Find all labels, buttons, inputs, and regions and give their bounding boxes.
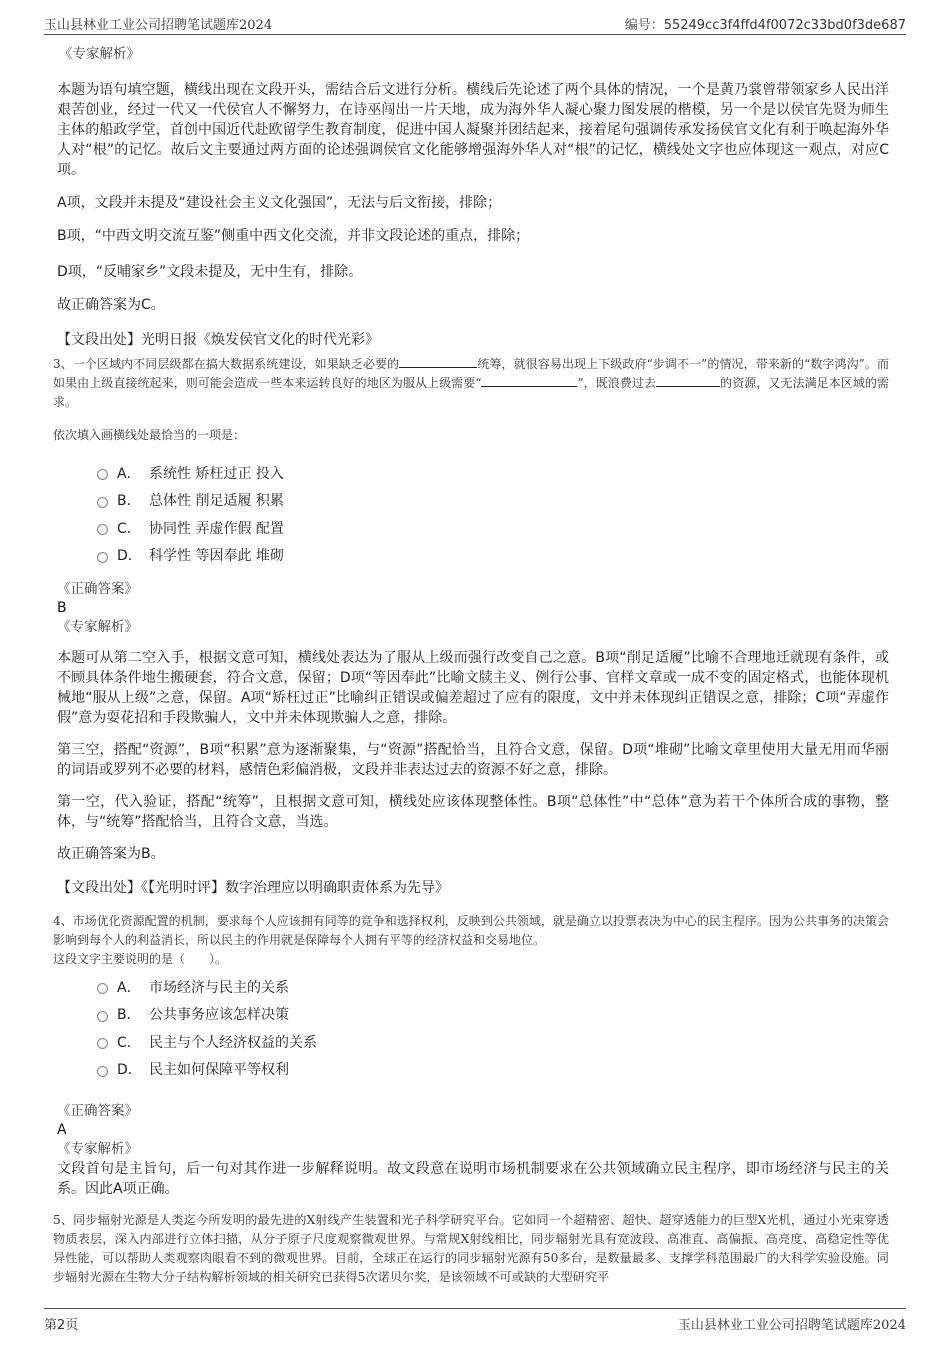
q2-conclusion: 故正确答案为C。 bbox=[57, 297, 165, 313]
q4-options bbox=[97, 973, 889, 1083]
radio-button-icon[interactable] bbox=[97, 524, 108, 535]
option-letter: B． bbox=[117, 493, 141, 510]
q3-blank-2 bbox=[481, 374, 577, 387]
option-text: 市场经济与民主的关系 bbox=[149, 979, 289, 996]
q3-answer: B bbox=[57, 600, 67, 616]
q3-source: 【文段出处】《【光明时评】数字治理应以明确职责体系为先导》 bbox=[57, 880, 449, 896]
radio-button-icon[interactable] bbox=[97, 469, 108, 480]
q4-question-text: 4、市场优化资源配置的机制，要求每个人应该拥有同等的竞争和选择权利，反映到公共领域，就是确立以投票表决为中心的民主程序。因为公共事务的决策会影响到每个人的利益消长，所以民主的作用就是保障每个人拥有平等的经济权益和交易地位。 bbox=[53, 914, 889, 947]
radio-button-icon[interactable] bbox=[97, 552, 108, 563]
q4-option-b[interactable] bbox=[97, 1001, 889, 1029]
q5-question-text: 5、同步辐射光源是人类迄今所发明的最先进的X射线产生装置和光子科学研究平台。它如同一个超精密、超快、超穿透能力的巨型X光机，通过小光束穿透物质表层，深入内部进行立体扫描，从分子原子尺度观察微观世界。与常规X射线相比，同步辐射光具有宽波段、高准直、高偏振、高亮度、高稳定性等优异性能，可以帮助人类观察肉眼看不到的微观世界。目前，全球正在运行的同步辐射光源有50多台，是数量最多、支撑学科范围最广的大科学实验设施。同步辐射光源在生物大分子结构解析领域的相关研究已获得5次诺贝尔奖，是该领域不可或缺的大型研究平 bbox=[53, 1213, 889, 1284]
q2-option-a-analysis: A项，文段并未提及“建设社会主义文化强国”，无法与后文衔接，排除； bbox=[57, 195, 502, 211]
option-text: 民主如何保障平等权利 bbox=[149, 1062, 289, 1079]
radio-button-icon[interactable] bbox=[97, 1066, 108, 1077]
q3-blank-1 bbox=[399, 355, 477, 368]
page-header bbox=[44, 10, 906, 35]
q4-expert-label: 《专家解析》 bbox=[57, 1141, 138, 1157]
option-text: 协同性 弄虚作假 配置 bbox=[149, 520, 284, 537]
q3-question-text bbox=[53, 355, 889, 412]
q2-expert-label: 《专家解析》 bbox=[59, 46, 140, 62]
q3-analysis-3: 第一空，代入验证，搭配“统筹”，且根据文意可知，横线处应该体现整体性。B项“总体性”中“总体”意为若干个体所合成的事物，整体，与“统筹”搭配恰当，且符合文意，当选。 bbox=[57, 794, 889, 830]
page-number: 第2页 bbox=[44, 1318, 79, 1333]
radio-button-icon[interactable] bbox=[97, 1011, 108, 1022]
q3-option-b[interactable] bbox=[97, 487, 889, 515]
q3-analysis-1: 本题可从第二空入手，根据文意可知，横线处表达为了服从上级而强行改变自己之意。B项“削足适履”比喻不合理地迁就现有条件，或不顾具体条件地生搬硬套，符合文意，保留；D项“等因奉此”比喻文牍主义、例行公事、官样文章或一成不变的固定格式，也能体现机械地“服从上级”之意，保留。A项“矫枉过正”比喻纠正错误或偏差超过了应有的限度，文中并未体现纠正错误之意，排除；C项“弄虚作假”意为耍花招和手段欺骗人，文中并未体现欺骗人之意，排除。 bbox=[57, 650, 889, 726]
q4-analysis: 文段首句是主旨句，后一句对其作进一步解释说明。故文段意在说明市场机制要求在公共领域确立民主程序，即市场经济与民主的关系。因此A项正确。 bbox=[57, 1161, 889, 1197]
q3-conclusion: 故正确答案为B。 bbox=[57, 846, 165, 862]
option-letter: D． bbox=[117, 1062, 142, 1079]
radio-button-icon[interactable] bbox=[97, 983, 108, 994]
option-letter: A． bbox=[117, 979, 141, 996]
q3-prompt: 依次填入画横线处最恰当的一项是： bbox=[53, 428, 246, 442]
option-text: 公共事务应该怎样决策 bbox=[149, 1007, 289, 1024]
option-text: 科学性 等因奉此 堆砌 bbox=[149, 548, 284, 565]
q3-text-part-4: ”，既浪费过去 bbox=[577, 376, 657, 390]
q4-answer: A bbox=[57, 1122, 67, 1138]
radio-button-icon[interactable] bbox=[97, 497, 108, 508]
option-letter: B． bbox=[117, 1007, 141, 1024]
option-text: 民主与个人经济权益的关系 bbox=[149, 1034, 317, 1051]
page-content bbox=[53, 44, 889, 1287]
q4-option-a[interactable] bbox=[97, 973, 889, 1001]
q3-option-d[interactable] bbox=[97, 542, 889, 570]
q2-option-d-analysis: D项，“反哺家乡”文段未提及，无中生有，排除。 bbox=[57, 264, 363, 280]
page-footer bbox=[44, 1308, 906, 1335]
option-letter: A． bbox=[117, 465, 141, 482]
radio-button-icon[interactable] bbox=[97, 1038, 108, 1049]
option-letter: D． bbox=[117, 548, 142, 565]
q3-blank-3 bbox=[656, 374, 720, 387]
q2-analysis: 本题为语句填空题，横线出现在文段开头，需结合后文进行分析。横线后先论述了两个具体的情况，一个是黄乃裳曾带领家乡人民出洋艰苦创业，经过一代又一代侯官人不懈努力，在诗巫闯出一片天地，成为海外华人凝心聚力图发展的楷模，另一个是以侯官先贤为师生主体的船政学堂，首创中国近代赴欧留学生教育制度，促进中国人凝聚并团结起来，接着尾句强调传承发扬侯官文化有利于唤起海外华人对“根”的记忆。故后文主要通过两方面的论述强调侯官文化能够增强海外华人对“根”的记忆，横线处文字也应体现这一观点，对应C项。 bbox=[57, 82, 889, 178]
q3-answer-label: 《正确答案》 bbox=[57, 581, 138, 597]
q3-text-part-2: 统筹，就很容易出现上下级政府“步调不一”的情况，带来新 bbox=[477, 357, 793, 371]
q3-option-c[interactable] bbox=[97, 514, 889, 542]
q3-text-part-1: 3、一个区域内不同层级都在搞大数据系统建设，如果缺乏必要的 bbox=[53, 357, 400, 371]
footer-title: 玉山县林业工业公司招聘笔试题库2024 bbox=[677, 1318, 906, 1333]
q2-source: 【文段出处】光明日报《焕发侯官文化的时代光彩》 bbox=[57, 332, 379, 348]
option-text: 系统性 矫枉过正 投入 bbox=[149, 465, 284, 482]
q3-text-part-3: 的“数字鸿沟”。而如果由上级直接统起来，则可能会造成一些本来运转良好的地区为服从上级需要“ bbox=[53, 357, 889, 390]
option-letter: C． bbox=[117, 1034, 141, 1051]
q3-text-part-5: 的资源，又无法满足本区域的需求。 bbox=[53, 376, 889, 409]
q3-analysis-2: 第三空，搭配“资源”，B项“积累”意为逐渐聚集，与“资源”搭配恰当，且符合文意，保留。D项“堆砌”比喻文章里使用大量无用而华丽的词语或罗列不必要的材料，感情色彩偏消极，文段并非表达过去的资源不好之意，排除。 bbox=[57, 742, 889, 778]
q4-question-prompt: 这段文字主要说明的是（ ）。 bbox=[53, 952, 228, 966]
option-letter: C． bbox=[117, 520, 141, 537]
header-title: 玉山县林业工业公司招聘笔试题库2024 bbox=[44, 18, 273, 33]
q4-option-c[interactable] bbox=[97, 1028, 889, 1056]
option-text: 总体性 削足适履 积累 bbox=[149, 493, 284, 510]
q3-option-a[interactable] bbox=[97, 459, 889, 487]
q4-answer-label: 《正确答案》 bbox=[57, 1103, 138, 1119]
header-document-id: 编号：55249cc3f4ffd4f0072c33bd0f3de687 bbox=[624, 18, 906, 33]
q2-option-b-analysis: B项，“中西文明交流互鉴”侧重中西文化交流，并非文段论述的重点，排除； bbox=[57, 228, 530, 244]
q3-options bbox=[97, 459, 889, 569]
q4-option-d[interactable] bbox=[97, 1056, 889, 1084]
q3-expert-label: 《专家解析》 bbox=[57, 619, 138, 635]
